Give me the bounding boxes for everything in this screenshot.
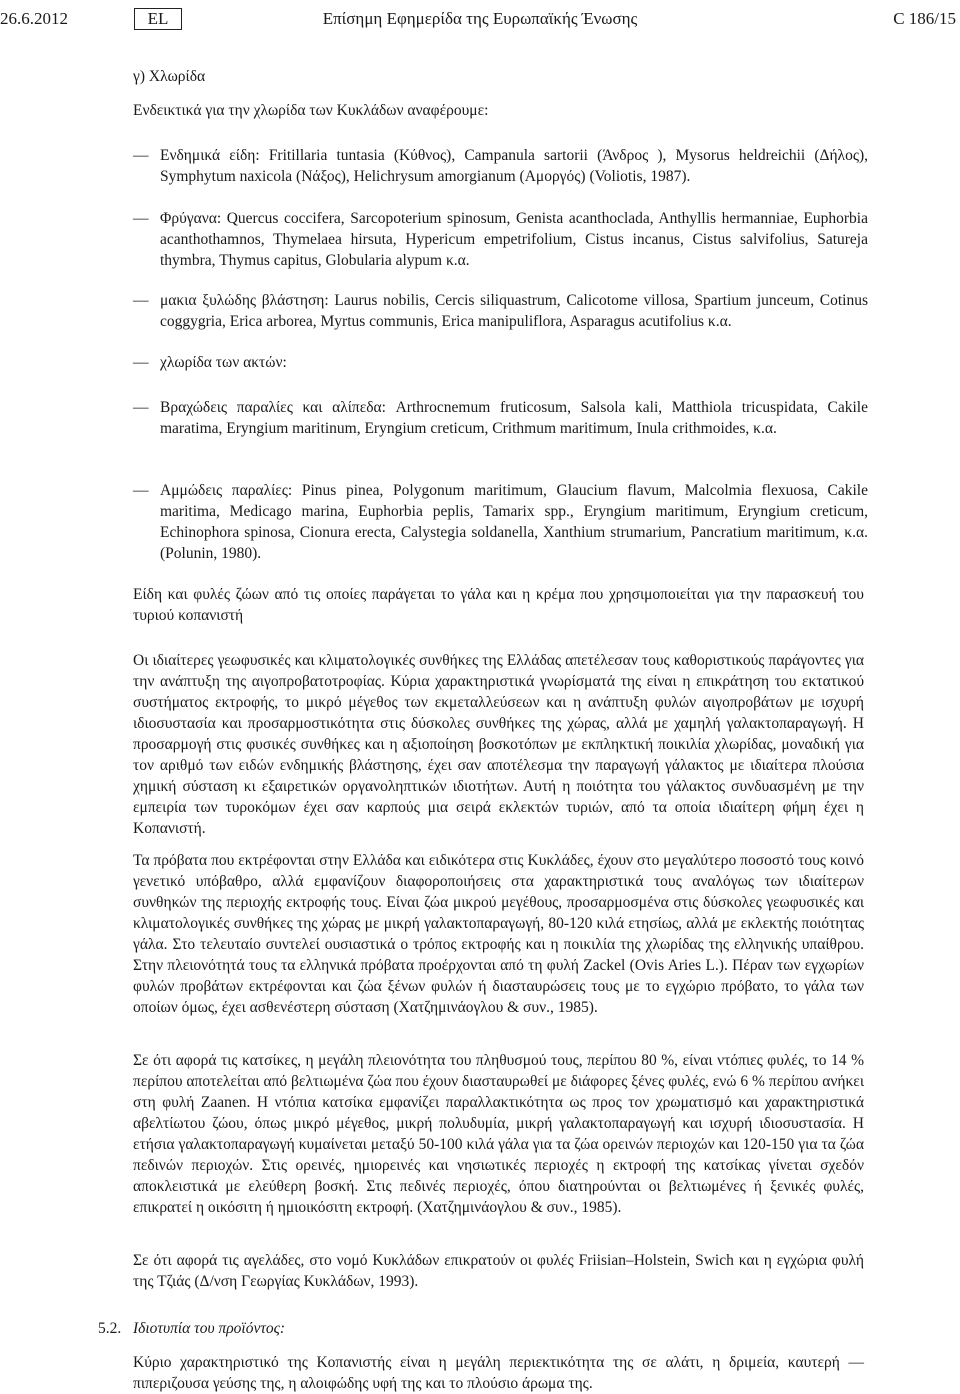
- paragraph-cows: Σε ότι αφορά τις αγελάδες, στο νομό Κυκλάδων επικρατούν οι φυλές Friisian–Holstein, Swich και η εγχώρια φυλή της Τζιάς (Δ/νση Γεωργίας Κυκλάδων, 1993).: [133, 1252, 864, 1290]
- dash-icon: —: [133, 292, 149, 309]
- section-title: Ιδιοτυπία του προϊόντος:: [133, 1320, 286, 1337]
- flora-intro: Ενδεικτικά για την χλωρίδα των Κυκλάδων αναφέρουμε:: [133, 102, 489, 119]
- dash-icon: —: [133, 482, 149, 499]
- list-item-text: Ενδημικά είδη: Fritillaria tuntasia (Κύθνος), Campanula sartorii (Άνδρος ), Mysorus heldreichii (Δήλος), Symphytum naxicola (Νάξος), Helichrysum amorgianum (Αμοργός) (Voliotis, 1987).: [160, 147, 868, 185]
- list-item-text: χλωρίδα των ακτών:: [160, 354, 287, 371]
- list-item-text: μακια ξυλώδης βλάστηση: Laurus nobilis, Cercis siliquastrum, Calicotome villosa, Spartium junceum, Cotinus coggygria, Erica arborea, Myrtus communis, Erica manipuliflora, Asparagus acutifolius κ.α.: [160, 292, 868, 330]
- paragraph-sheep: Τα πρόβατα που εκτρέφονται στην Ελλάδα και ειδικότερα στις Κυκλάδες, έχουν στο μεγαλύτερο ποσοστό τους κοινό γενετικό υπόβαθρο, αλλά εμφανίζουν διαφοροποιήσεις στα χαρακτηριστικά τους αναλόγως των ιδιαίτερων συνθηκών της περιοχής εκτροφής τους. Είναι ζώα μικρού μεγέθους, προσαρμοσμένα στις δύσκολες γεωφυσικές και κλιματολογικές συνθήκες της χώρας με μικρή γαλακτοπαραγωγή, 80-120 κιλά ετησίως, αλλά με εκλεκτής ποιότητας γάλα. Στο τελευταίο συντελεί ουσιαστικά ο τρόπος εκτροφής και η ποικιλία της χλωρίδας της ελληνικής υπαίθρου. Στην πλειονότητά τους τα ελληνικά πρόβατα προέρχονται από τη φυλή Zackel (Ovis Aries L.). Πέραν των εγχωρίων φυλών προβάτων εκτρέφονται και ζώα ξένων φυλών ή διασταυρώσεις τους με το εγχώριο πρόβατο, το γάλα των οποίων όμως, έχει ασθενέστερη σύσταση (Χατζημινάογλου & συν., 1985).: [133, 852, 864, 1016]
- list-item-text: Βραχώδεις παραλίες και αλίπεδα: Arthrocnemum fruticosum, Salsola kali, Matthiola tricuspidata, Cakile maratima, Eryngium maritinum, Eryngium creticum, Crithmum maritimum, Inula crithmoides, κ.α.: [160, 399, 868, 437]
- paragraph-goats: Σε ότι αφορά τις κατσίκες, η μεγάλη πλειονότητα του πληθυσμού τους, περίπου 80 %, είναι ντόπιες φυλές, το 14 % περίπου αποτελείται από βελτιωμένα ζώα που έχουν διασταυρωθεί με διάφορες ξένες φυλές, ενώ 6 % περίπου ανήκει στη φυλή Zaanen. Η ντόπια κατσίκα εμφανίζει παραλλακτικότητα ως προς τον χρωματισμό και χαρακτηριστικά αβελτίωτου ζώου, όπως μικρό μέγεθος, μικρή πολυδυμία, μικρή γαλακτοπαραγωγή και ισχυρή ιδιοσυστασία. Η ετήσια γαλακτοπαραγωγή κυμαίνεται μεταξύ 50-100 κιλά γάλα για τα ζώα ορεινών περιοχών και 120-150 για τα ζώα πεδινών περιοχών. Στις ορεινές, ημιορεινές και νησιωτικές περιοχές η εκτροφή της κατσίκας γίνεται σχεδόν αποκλειστικά με ελεύθερη βοσκή. Στις πεδινές περιοχές, όπου διατηρούνται οι βελτιωμένες ή ξενικές φυλές, επικρατεί η οικόσιτη ή ημιοικόσιτη εκτροφή. (Χατζημινάογλου & συν., 1985).: [133, 1052, 864, 1216]
- dash-icon: —: [133, 399, 149, 416]
- dash-icon: —: [133, 354, 149, 371]
- dash-icon: —: [133, 147, 149, 164]
- section-text: Κύριο χαρακτηριστικό της Κοπανιστής είναι η μεγάλη περιεκτικότητα της σε αλάτι, η δριμεία, καυτερή — πιπεριζουσα γεύσης της, η αλοιφώδης υφή της και το πλούσιο άρωμα της.: [133, 1354, 864, 1392]
- paragraph-conditions: Οι ιδιαίτερες γεωφυσικές και κλιματολογικές συνθήκες της Ελλάδας απετέλεσαν τους καθοριστικούς παράγοντες για την ανάπτυξη της αιγοπροβατοτροφίας. Κύρια χαρακτηριστικά γνωρίσματά της είναι η επικράτηση του εκτατικού συστήματος εκτροφής, το μικρό μέγεθος των εκμεταλλεύσεων και η ανάπτυξη φυλών αιγοπροβάτων με ισχυρή ιδιοσυστασία και προσαρμοστικότητα στις δύσκολες συνθήκες της χώρας, αλλά με χαμηλή γαλακτοπαραγωγή. Η προσαρμογή στις φυσικές συνθήκες και η αξιοποίηση βοσκοτόπων με εκπληκτική ποικιλία χλωρίδας, μοναδική για τον αριθμό των ειδών ενδημικής βλάστησης, έχει σαν αποτέλεσμα την παραγωγή γάλακτος με ιδιαίτερα πλούσια χημική σύσταση κι εξαιρετικών οργανοληπτικών ιδιοτήτων. Αυτή η ποιότητα του γάλακτος συνδυασμένη με την εμπειρία των τυροκόμων έχει σαν καρπούς μια σειρά εκλεκτών τυριών, από τα οποία ιδιαίτερη φήμη έχει η Κοπανιστή.: [133, 652, 864, 837]
- dash-icon: —: [133, 210, 149, 227]
- section-number: 5.2.: [98, 1320, 122, 1337]
- header-date: 26.6.2012: [0, 9, 68, 28]
- list-item-text: Φρύγανα: Quercus coccifera, Sarcopoterium spinosum, Genista acanthoclada, Anthyllis hermanniae, Euphorbia acanthothamnos, Thymelaea hirsuta, Hypericum empetrifolium, Cistus incanus, Cistus salvifolius, Satureja thymbra, Thymus capitus, Globularia alypum κ.α.: [160, 210, 868, 269]
- paragraph-species: Είδη και φυλές ζώων από τις οποίες παράγεται το γάλα και η κρέμα που χρησιμοποιείται για την παρασκευή του τυριού κοπανιστή: [133, 586, 864, 624]
- language-badge: EL: [134, 8, 182, 30]
- page-number: C 186/15: [893, 9, 956, 28]
- page-header: [0, 8, 960, 32]
- flora-heading: γ) Χλωρίδα: [133, 68, 206, 85]
- journal-title: Επίσημη Εφημερίδα της Ευρωπαϊκής Ένωσης: [322, 9, 638, 28]
- list-item-text: Αμμώδεις παραλίες: Pinus pinea, Polygonum maritimum, Glaucium flavum, Malcolmia flexuosa, Cakile maritima, Medicago marina, Euphorbia peplis, Tamarix spp., Eryngium maritimum, Eryngium creticum, Echinophora spinosa, Cionura erecta, Calystegia soldanella, Xanthium strumarium, Pancratium maritimum, κ.α. (Polunin, 1980).: [160, 482, 868, 562]
